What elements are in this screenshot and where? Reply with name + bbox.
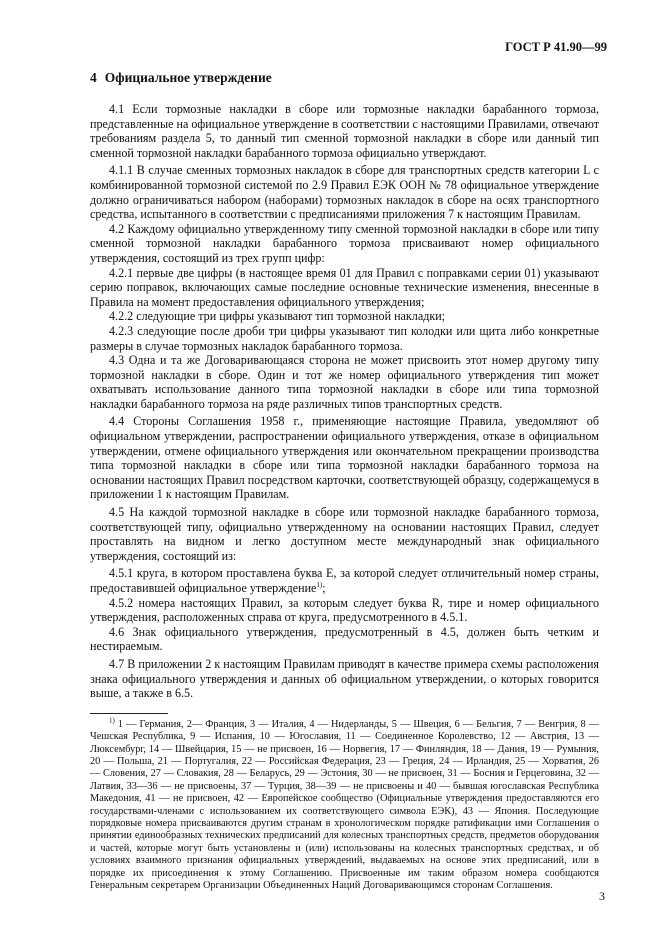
paragraph-4-2: 4.2 Каждому официально утвержденному типу сменной тормозной накладки в сборе или типу сменной тормозной накладки барабанного тормоза присваивают номер официального утверждения, состоящий из трех групп цифр:	[90, 221, 599, 265]
paragraph-4-5-2: 4.5.2 номера настоящих Правил, за которым следует буква R, тире и номер официального утверждения, расположенных справа от круга, предусмотренного в 4.5.1.	[90, 595, 599, 625]
page-body	[90, 70, 599, 892]
paragraph-4-5-1-text: 4.5.1 круга, в котором проставлена буква Е, за которой следует отличительный номер страны, предоставившей официальное утверждение	[90, 566, 599, 595]
paragraph-4-5-1	[90, 566, 599, 595]
paragraph-4-5-1-end: ;	[322, 581, 326, 595]
section-number: 4	[90, 70, 97, 85]
document-code: ГОСТ Р 41.90—99	[505, 40, 607, 54]
footnote-body: 1 — Германия, 2— Франция, 3 — Италия, 4 — Нидерланды, 5 — Швеция, 6 — Бельгия, 7 — Венгрия, 8 — Чешская Республика, 9 — Испания, 10 — Югославия, 11 — Соединенное Королевство, 12 — Австрия, 13 — Люксембург, 14 — Швейцария, 15 — не присвоен, 16 — Норвегия, 17 — Финляндия, 18 — Дания, 19 — Румыния, 20 — Польша, 21 — Португалия, 22 — Российская Федерация, 23 — Греция, 24 — Ирландия, 25 — Хорватия, 26 — Словения, 27 — Словакия, 28 — Беларусь, 29 — Эстония, 30 — не присвоен, 31 — Босния и Герцеговина, 32 — Латвия, 33—36 — не присвоены, 37 — Турция, 38—39 — не присвоены и 40 — бывшая югославская Республика Македония, 41 — не присвоен, 42 — Европейское сообщество (Официальные утверждения предоставляются его государствами-членами с использованием их соответствующего символа ЕЭК), 43 — Япония. Последующие порядковые номера присваиваются другим странам в хронологическом порядке ратификации ими Соглашения о принятии единообразных технических предписаний для колесных транспортных средств, предметов оборудования и частей, которые могут быть установлены и (или) использованы на колесных транспортных средствах, и об условиях взаимного признания официальных утверждений, выдаваемых на основе этих предписаний, или в порядке их присоединения к этому Соглашению. Присвоенные им таким образом номера сообщаются Генеральным секретарем Организации Объединенных Наций Договаривающимся сторонам Соглашения.	[90, 718, 599, 892]
footnote-text	[90, 716, 599, 893]
paragraph-4-1-1: 4.1.1 В случае сменных тормозных накладок в сборе для транспортных средств категории L с комбинированной тормозной системой по 2.9 Правил ЕЭК ООН № 78 официальное утверждение должно ограничиваться набором (наборами) тормозных накладок в сборе на осях транспортного средства, испытанного в соответствии с предписаниями приложения 7 к настоящим Правилам.	[90, 163, 599, 222]
paragraph-4-1: 4.1 Если тормозные накладки в сборе или тормозные накладки барабанного тормоза, представленные на официальное утверждение в соответствии с настоящими Правилами, отвечают требованиям раздела 5, то данный тип сменной тормозной накладки в сборе или данный тип сменной тормозной накладки барабанного тормоза официально утверждают.	[90, 102, 599, 160]
footnote-divider	[90, 713, 168, 714]
footnote-reference: 1)	[316, 580, 323, 589]
paragraph-4-2-1: 4.2.1 первые две цифры (в настоящее время 01 для Правил с поправками серии 01) указывают серию поправок, включающих самые последние основные технические изменения, внесенные в Правила на момент предоставления официального утверждения;	[90, 265, 599, 309]
paragraph-4-2-2: 4.2.2 следующие три цифры указывают тип тормозной накладки;	[109, 309, 446, 324]
paragraph-4-2-3: 4.2.3 следующие после дроби три цифры указывают тип колодки или щита либо конкретные размеры в случае тормозных накладок барабанного тормоза.	[90, 323, 599, 353]
paragraph-4-6: 4.6 Знак официального утверждения, предусмотренный в 4.5, должен быть четким и нестираемым.	[90, 624, 599, 654]
section-title: Официальное утверждение	[104, 70, 272, 85]
paragraph-4-7: 4.7 В приложении 2 к настоящим Правилам приводят в качестве примера схемы расположения знака официального утверждения и данных об официальном утверждении, о которых говорится выше, а также в 6.5.	[90, 656, 599, 701]
paragraph-4-4: 4.4 Стороны Соглашения 1958 г., применяющие настоящие Правила, уведомляют об официальном утверждении, распространении официального утверждения, отказе в официальном утверждении, отмене официального утверждения или окончательном прекращении производства типа тормозной накладки в сборе или типа тормозной накладки барабанного тормоза на основании настоящих Правил посредством карточки, соответствующей образцу, содержащемуся в приложении 1 к настоящим Правилам.	[90, 414, 599, 502]
section-heading	[90, 70, 599, 86]
section-text	[90, 102, 599, 701]
paragraph-4-3: 4.3 Одна и та же Договаривающаяся сторона не может присвоить этот номер другому типу тормозной накладки в сборе. Один и тот же номер официального утверждения тип может охватывать использование данного типа тормозной накладки в сборе или типа тормозной накладки барабанного тормоза на ряде различных типов транспортных средств.	[90, 353, 599, 411]
paragraph-4-5: 4.5 На каждой тормозной накладке в сборе или тормозной накладке барабанного тормоза, соответствующей типу, официально утвержденному на основании настоящих Правил, следует проставлять на видном и легко доступном месте международный знак официального утверждения, состоящий из:	[90, 505, 599, 563]
footnote	[90, 716, 599, 893]
footnote-marker: 1)	[109, 716, 115, 725]
page-number: 3	[599, 889, 605, 903]
